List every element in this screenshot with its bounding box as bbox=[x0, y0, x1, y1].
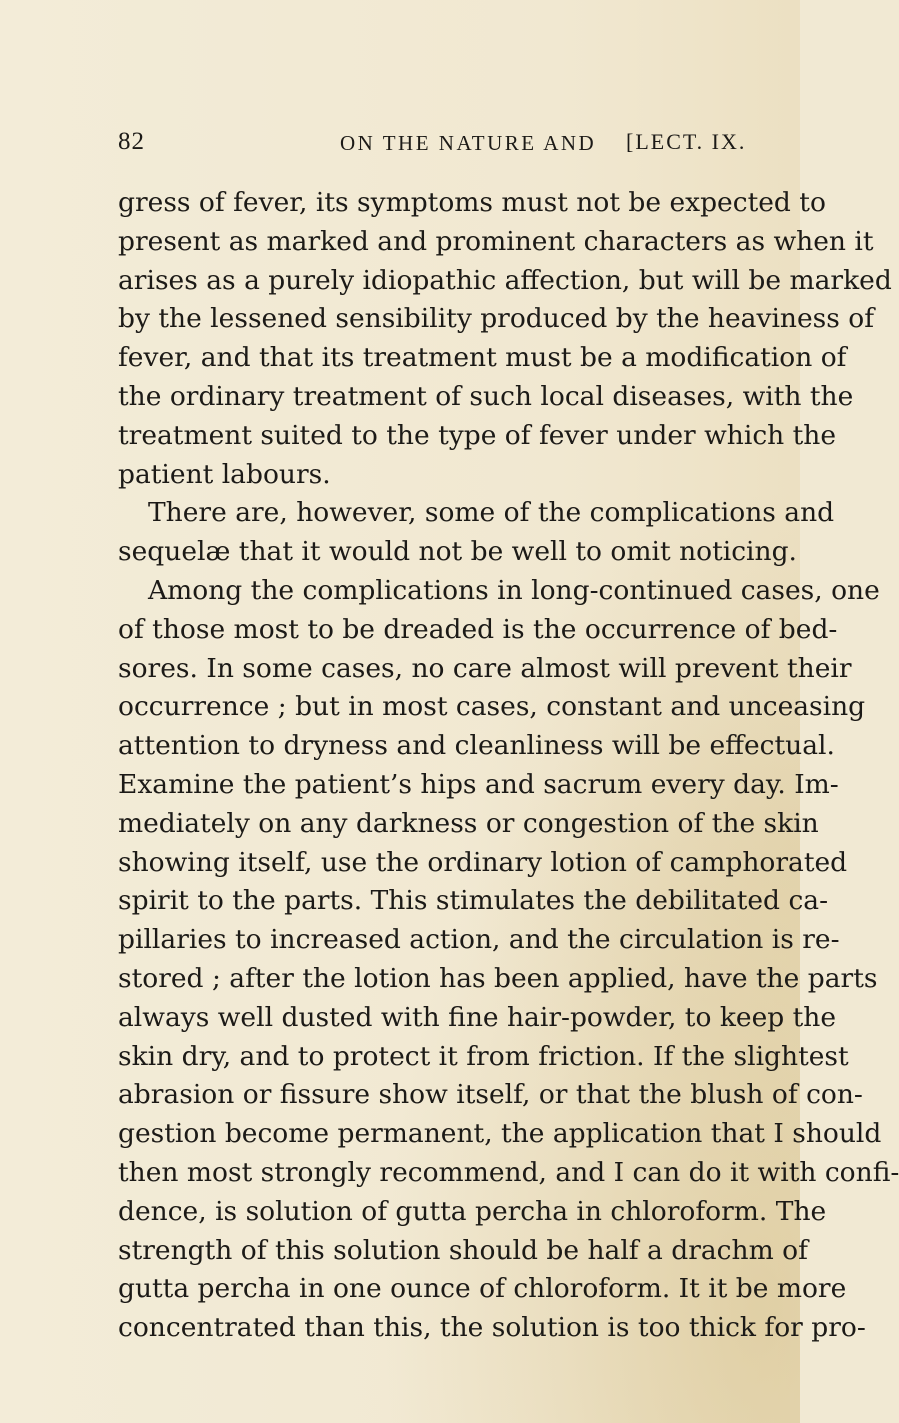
text-line: occurrence ; but in most cases, constant and unceasing bbox=[118, 691, 866, 723]
text-line: Among the complications in long-continued cases, one bbox=[148, 574, 880, 606]
text-line: spirit to the parts. This stimulates the debilitated ca- bbox=[118, 885, 829, 917]
text-line: attention to dryness and cleanliness will be effectual. bbox=[118, 730, 835, 762]
page-number: 82 bbox=[118, 128, 145, 155]
text-line: the ordinary treatment of such local diseases, with the bbox=[118, 380, 854, 412]
running-title: ON THE NATURE AND bbox=[340, 131, 597, 155]
text-line: pillaries to increased action, and the circulation is re- bbox=[118, 924, 840, 956]
text-line: gestion become permanent, the application that I should bbox=[118, 1118, 882, 1150]
text-line: strength of this solution should be half a drachm of bbox=[118, 1234, 808, 1266]
paragraph bbox=[118, 572, 899, 1348]
text-line: sores. In some cases, no care almost will prevent their bbox=[118, 652, 852, 684]
section-reference: [LECT. IX. bbox=[626, 129, 747, 154]
text-line: dence, is solution of gutta percha in chloroform. The bbox=[118, 1195, 827, 1227]
text-line: showing itself, use the ordinary lotion of camphorated bbox=[118, 846, 848, 878]
text-line: arises as a purely idiopathic affection, but will be marked bbox=[118, 264, 892, 296]
text-line: stored ; after the lotion has been applied, have the parts bbox=[118, 962, 878, 994]
paragraph bbox=[118, 494, 835, 572]
text-line: present as marked and prominent characters as when it bbox=[118, 225, 874, 257]
text-line: There are, however, some of the complications and bbox=[148, 497, 835, 529]
text-line: treatment suited to the type of fever under which the bbox=[118, 419, 837, 451]
text-line: concentrated than this, the solution is too thick for pro- bbox=[118, 1312, 866, 1344]
text-line: patient labours. bbox=[118, 458, 331, 490]
text-line: by the lessened sensibility produced by the heaviness of bbox=[118, 303, 875, 335]
text-line: skin dry, and to protect it from friction. If the slightest bbox=[118, 1040, 849, 1072]
text-line: abrasion or fissure show itself, or that the blush of con- bbox=[118, 1079, 863, 1111]
body-text bbox=[118, 184, 899, 1348]
text-line: gutta percha in one ounce of chloroform. It it be more bbox=[118, 1273, 847, 1305]
text-line: mediately on any darkness or congestion of the skin bbox=[118, 807, 819, 839]
text-line: fever, and that its treatment must be a modification of bbox=[118, 342, 847, 374]
paragraph bbox=[118, 184, 892, 494]
text-line: sequelæ that it would not be well to omit noticing. bbox=[118, 536, 797, 568]
text-line: then most strongly recommend, and I can do it with confi- bbox=[118, 1156, 899, 1188]
text-line: always well dusted with fine hair-powder, to keep the bbox=[118, 1001, 837, 1033]
text-line: gress of fever, its symptoms must not be expected to bbox=[118, 187, 826, 218]
text-line: of those most to be dreaded is the occurrence of bed- bbox=[118, 613, 838, 645]
text-line: Examine the patient’s hips and sacrum every day. Im- bbox=[118, 768, 839, 800]
page-header bbox=[0, 128, 800, 168]
